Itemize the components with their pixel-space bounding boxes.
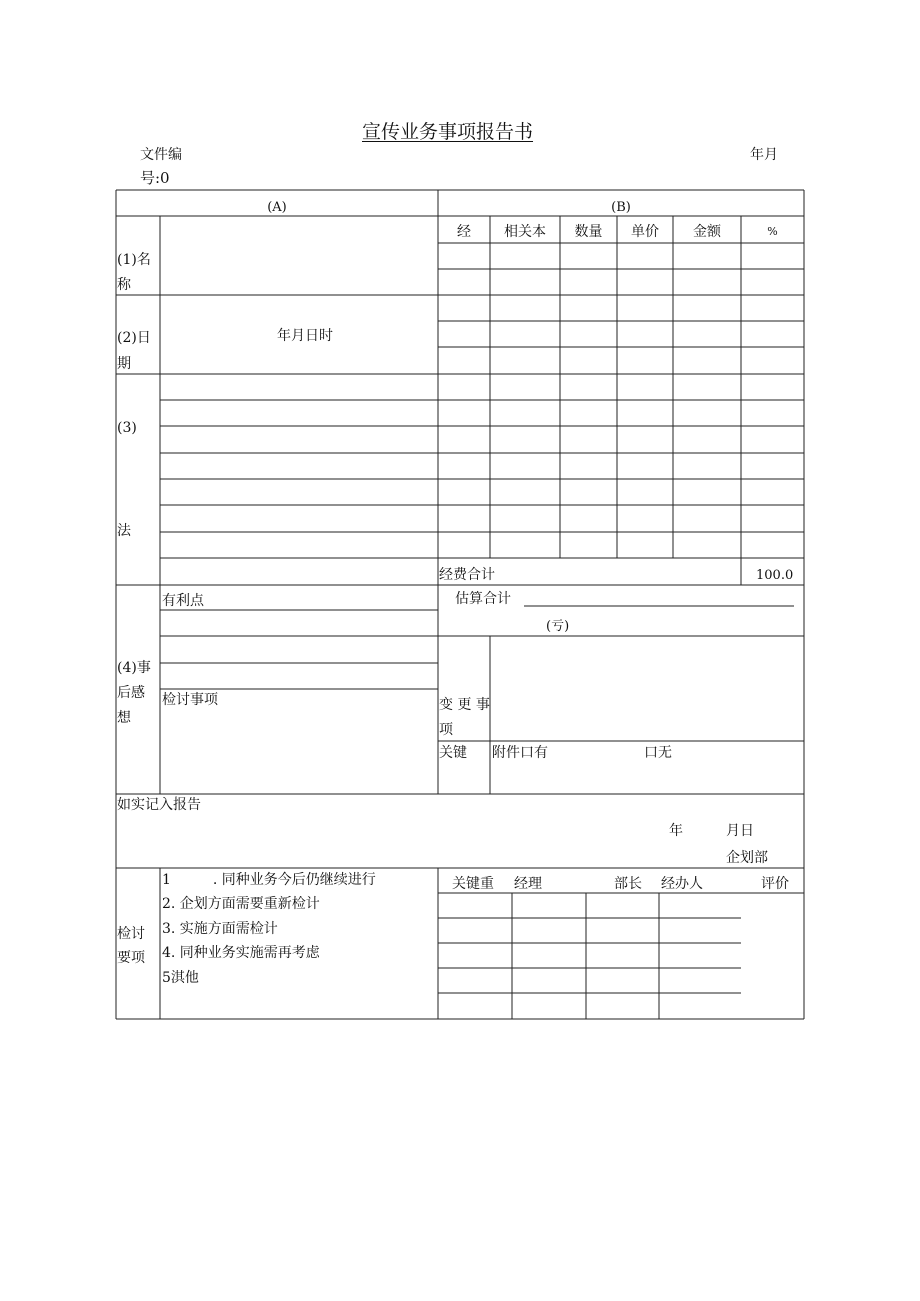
report-year: 年 (669, 823, 683, 839)
key-label: 关键 (439, 745, 467, 761)
report-dept: 企划部 (726, 850, 768, 866)
col-header-percent: % (767, 225, 778, 238)
review-item-4: 4. 同种业务实施需再考虑 (162, 945, 320, 961)
row3-label-cont: 法 (117, 523, 131, 539)
col-header-expense: 经 (457, 224, 471, 240)
col-header-related: 相关本 (504, 224, 546, 240)
estimate-note: (亏) (546, 619, 570, 634)
row3-label: (3) (117, 420, 137, 436)
row4-label-cont: 后感 (117, 685, 145, 701)
review-col-handler: 经办人 (661, 876, 703, 892)
review-col-key: 关键重 (452, 876, 494, 892)
section-b-header: (B) (611, 200, 631, 215)
total-value: 100.0 (756, 568, 794, 583)
change-label: 变 更 事 (439, 697, 490, 713)
page-title: 宣传业务事项报告书 (362, 121, 534, 143)
row1-label: (1)名 (117, 252, 151, 268)
row2-label: (2)日 (117, 330, 151, 346)
estimate-label: 估算合计 (455, 591, 511, 607)
review-item-3: 3. 实施方面需检计 (162, 921, 278, 937)
row2-date-value: 年月日时 (277, 328, 333, 344)
review-label-cont: 要项 (117, 950, 145, 966)
report-label: 如实记入报告 (117, 797, 201, 813)
review-items-label: 检讨事项 (162, 692, 218, 708)
row4-label-cont2: 想 (117, 710, 131, 726)
review-col-manager: 经理 (514, 876, 542, 892)
col-header-amount: 金额 (693, 224, 721, 240)
review-label: 检讨 (117, 926, 145, 942)
row1-label-cont: 称 (117, 277, 131, 293)
review-col-rating: 评价 (761, 876, 789, 892)
col-header-unit-price: 单价 (631, 224, 659, 240)
row2-label-cont: 期 (117, 356, 131, 372)
doc-number-value: 号:0 (140, 169, 170, 187)
row4-label: (4)事 (117, 660, 151, 676)
change-label-cont: 项 (439, 722, 453, 738)
col-header-quantity: 数量 (574, 224, 603, 240)
section-a-header: (A) (267, 200, 287, 215)
review-item-5: 5淇他 (162, 970, 199, 986)
report-month-day: 月日 (726, 823, 754, 839)
total-label: 经费合计 (439, 567, 495, 583)
attachment-yes-checkbox[interactable]: 附件口有 (492, 745, 548, 761)
review-item-2: 2. 企划方面需要重新检计 (162, 896, 320, 912)
attachment-no-checkbox[interactable]: 口无 (644, 745, 672, 761)
doc-number-label: 文件编 (140, 147, 182, 163)
advantage-label: 有利点 (162, 593, 204, 609)
review-item-1: 1 . 同种业务今后仍继续进行 (162, 872, 376, 888)
review-col-director: 部长 (614, 876, 642, 892)
date-label: 年月 (750, 147, 778, 163)
